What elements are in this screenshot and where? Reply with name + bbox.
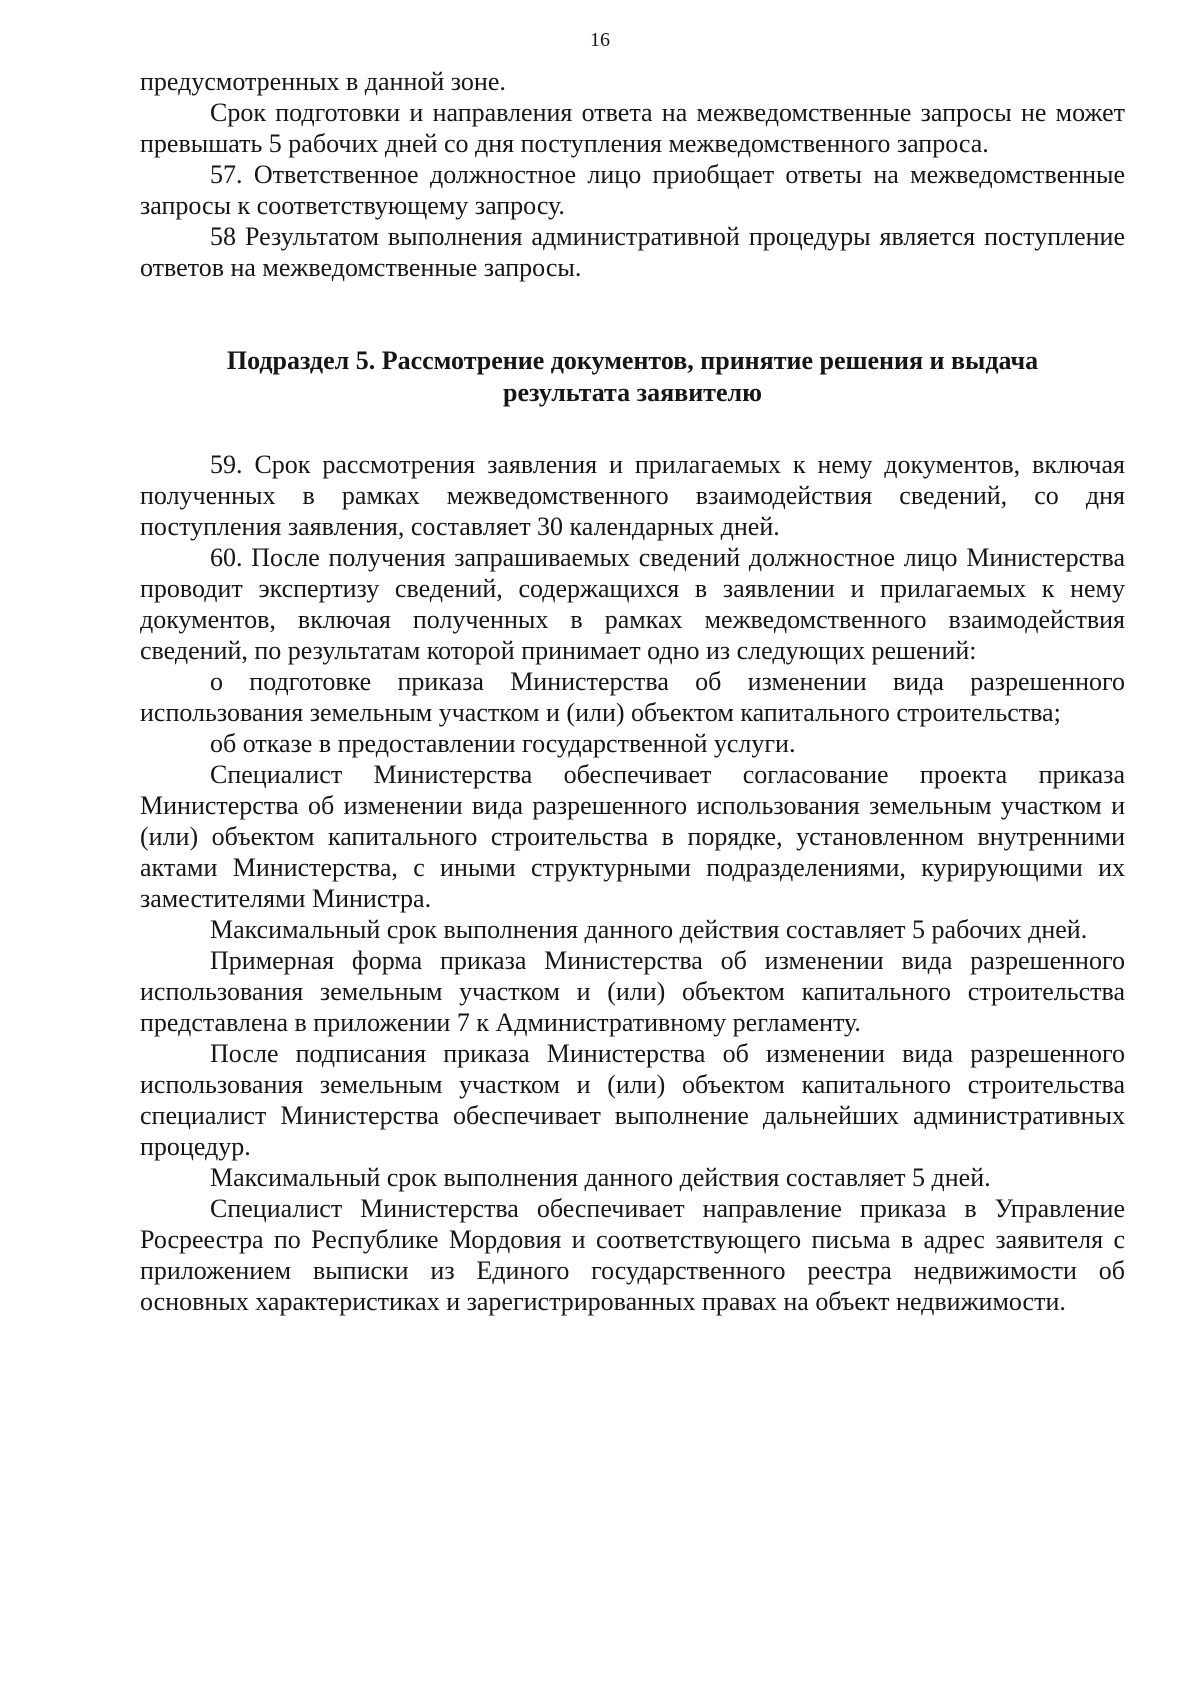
paragraph-continuation: предусмотренных в данной зоне. <box>140 67 506 96</box>
decision-option-approve: о подготовке приказа Министерства об изменении вида разрешенного использования земельным участком и (или) объектом капитального строительства; <box>140 667 1125 727</box>
page-number: 16 <box>590 29 610 51</box>
paragraph-60: 60. После получения запрашиваемых сведений должностное лицо Министерства проводит экспертизу сведений, содержащихся в заявлении и прилагаемых к нему документов, включая полученных в рамках межведомственного взаимодействия сведений, по результатам которой принимает одно из следующих решений: <box>140 543 1125 665</box>
paragraph-response-deadline: Срок подготовки и направления ответа на межведомственные запросы не может превышать 5 рабочих дней со дня поступления межведомственного запроса. <box>140 98 1125 158</box>
paragraph-59: 59. Срок рассмотрения заявления и прилагаемых к нему документов, включая полученных в рамках межведомственного взаимодействия сведений, со дня поступления заявления, составляет 30 календарных дней. <box>140 450 1125 541</box>
paragraph-after-signing: После подписания приказа Министерства об изменении вида разрешенного использования земельным участком и (или) объектом капитального строительства специалист Министерства обеспечивает выполнение дальнейших административных процедур. <box>140 1039 1125 1161</box>
section-heading: Подраздел 5. Рассмотрение документов, принятие решения и выдача результата заявителю <box>226 346 1039 407</box>
paragraph-approval-process: Специалист Министерства обеспечивает согласование проекта приказа Министерства об изменении вида разрешенного использования земельным участком и (или) объектом капитального строительства в порядке, установленном внутренними актами Министерства, с иными структурными подразделениями, курирующими их заместителями Министра. <box>140 760 1125 913</box>
paragraph-order-form: Примерная форма приказа Министерства об изменении вида разрешенного использования земельным участком и (или) объектом капитального строительства представлена в приложении 7 к Административному регламенту. <box>140 946 1125 1037</box>
paragraph-58: 58 Результатом выполнения административной процедуры является поступление ответов на межведомственные запросы. <box>140 222 1125 282</box>
paragraph-max-term-5-working-days: Максимальный срок выполнения данного действия составляет 5 рабочих дней. <box>210 915 1088 944</box>
paragraph-sending-order: Специалист Министерства обеспечивает направление приказа в Управление Росреестра по Республике Мордовия и соответствующего письма в адрес заявителя с приложением выписки из Единого государственного реестра недвижимости об основных характеристиках и зарегистрированных правах на объект недвижимости. <box>140 1194 1125 1316</box>
document-body <box>140 66 1125 1317</box>
decision-option-refuse: об отказе в предоставлении государственной услуги. <box>210 729 796 758</box>
paragraph-max-term-5-days: Максимальный срок выполнения данного действия составляет 5 дней. <box>210 1163 991 1192</box>
paragraph-57: 57. Ответственное должностное лицо приобщает ответы на межведомственные запросы к соответствующему запросу. <box>140 160 1125 220</box>
